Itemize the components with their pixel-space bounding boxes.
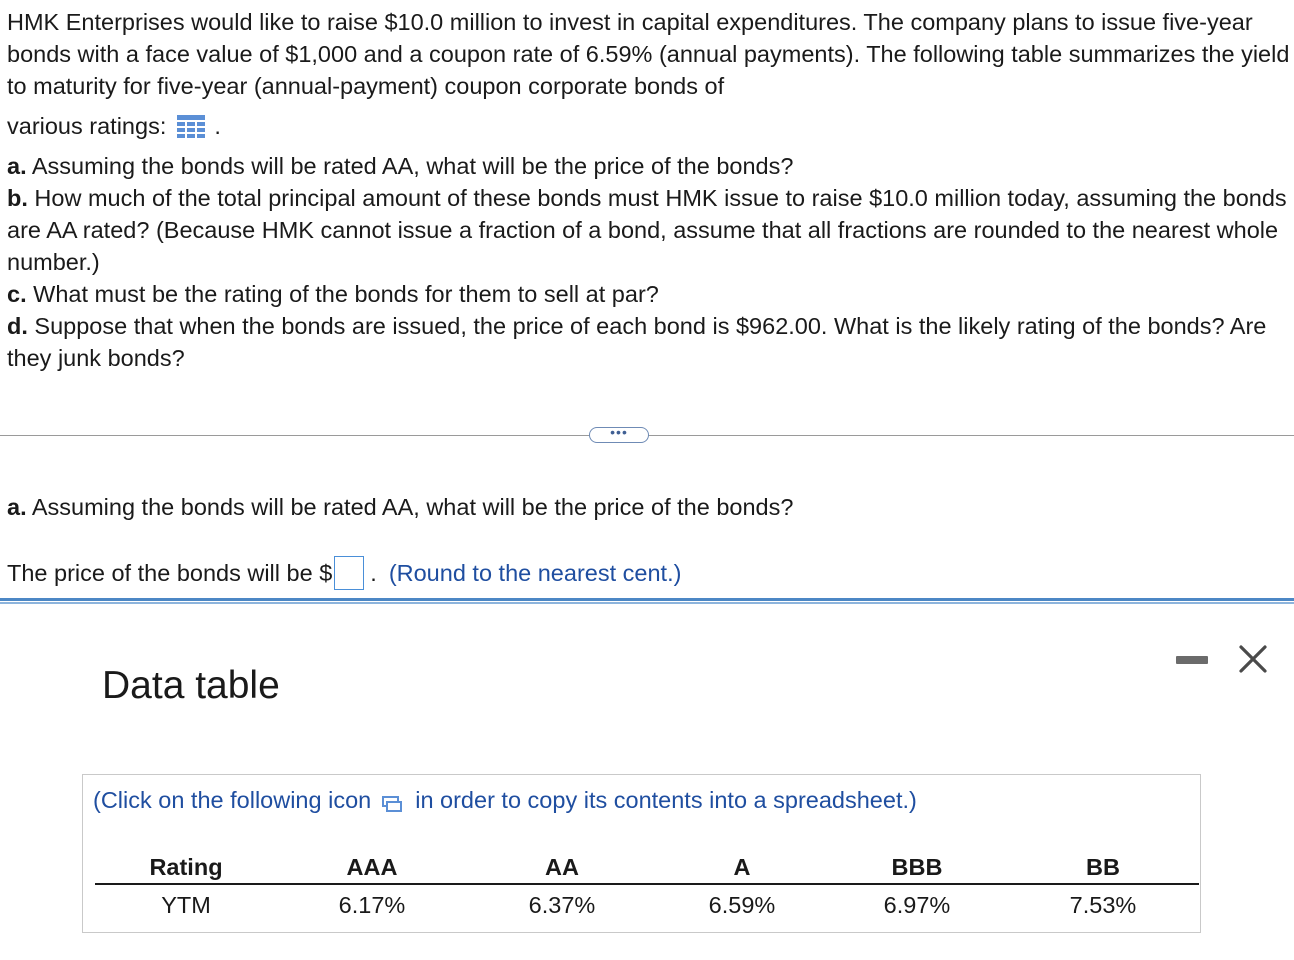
answer-question-letter: a. bbox=[7, 494, 27, 520]
question-text: What must be the rating of the bonds for them to sell at par? bbox=[33, 281, 659, 307]
table-cell: 6.17% bbox=[338, 891, 406, 918]
ytm-table bbox=[95, 851, 1199, 925]
expand-more-button[interactable] bbox=[589, 424, 649, 443]
close-icon[interactable] bbox=[1236, 642, 1270, 676]
column-header: Rating bbox=[95, 851, 277, 884]
question-c bbox=[7, 278, 1292, 310]
answer-prefix: The price of the bonds will be $ bbox=[7, 559, 333, 586]
table-cell: 6.37% bbox=[528, 891, 596, 918]
ratings-line bbox=[7, 106, 1292, 146]
data-table-title: Data table bbox=[102, 664, 280, 707]
column-header: AAA bbox=[277, 851, 467, 884]
table-header-row bbox=[95, 851, 1199, 884]
answer-line bbox=[7, 556, 681, 590]
ratings-label: various ratings: bbox=[7, 113, 167, 139]
question-text: Suppose that when the bonds are issued, the price of each bond is $962.00. What is the likely rating of the bonds? Are they junk bonds? bbox=[7, 313, 1267, 371]
copy-note-after: in order to copy its contents into a spreadsheet.) bbox=[415, 787, 917, 813]
ratings-suffix: . bbox=[214, 113, 221, 139]
answer-suffix: . bbox=[370, 559, 377, 586]
more-dots: ••• bbox=[610, 424, 628, 440]
minimize-icon[interactable] bbox=[1176, 656, 1208, 664]
price-answer-input[interactable] bbox=[334, 556, 364, 590]
answer-question-text: Assuming the bonds will be rated AA, what will be the price of the bonds? bbox=[31, 494, 794, 520]
table-cell: 6.97% bbox=[883, 891, 951, 918]
question-list bbox=[7, 150, 1292, 374]
problem-intro: HMK Enterprises would like to raise $10.0 million to invest in capital expenditures. The company plans to issue five-year bonds with a face value of $1,000 and a coupon rate of 6.59% (annual payments). The following table summarizes the yield to maturity for five-year (annual-payment) coupon corporate bonds of bbox=[7, 9, 1290, 99]
table-cell: YTM bbox=[161, 891, 211, 918]
question-letter: b. bbox=[7, 185, 28, 211]
question-text: How much of the total principal amount of these bonds must HMK issue to raise $10.0 million today, assuming the bonds are AA rated? (Because HMK cannot issue a fraction of a bond, assume that all fractions are rounded to the nearest whole number.) bbox=[7, 185, 1287, 275]
table-row bbox=[95, 884, 1199, 925]
copy-note bbox=[93, 787, 917, 814]
table-cell: 7.53% bbox=[1069, 891, 1137, 918]
question-d bbox=[7, 310, 1292, 374]
copy-icon[interactable] bbox=[381, 792, 403, 810]
column-header: AA bbox=[467, 851, 657, 884]
column-header: BB bbox=[1007, 851, 1199, 884]
column-header: A bbox=[657, 851, 827, 884]
table-cell: 6.59% bbox=[708, 891, 776, 918]
copy-note-before: (Click on the following icon bbox=[93, 787, 372, 813]
question-text: Assuming the bonds will be rated AA, what will be the price of the bonds? bbox=[31, 153, 794, 179]
popup-top-border-light bbox=[0, 602, 1294, 604]
column-header: BBB bbox=[827, 851, 1007, 884]
popup-top-border bbox=[0, 598, 1294, 601]
question-letter: d. bbox=[7, 313, 28, 339]
question-b bbox=[7, 182, 1292, 278]
table-grid-icon[interactable] bbox=[176, 114, 206, 140]
question-letter: c. bbox=[7, 281, 27, 307]
answer-question bbox=[7, 494, 793, 521]
problem-statement bbox=[7, 6, 1292, 374]
data-table-panel bbox=[82, 774, 1201, 933]
question-a bbox=[7, 150, 1292, 182]
question-letter: a. bbox=[7, 153, 27, 179]
rounding-hint: (Round to the nearest cent.) bbox=[388, 559, 682, 586]
